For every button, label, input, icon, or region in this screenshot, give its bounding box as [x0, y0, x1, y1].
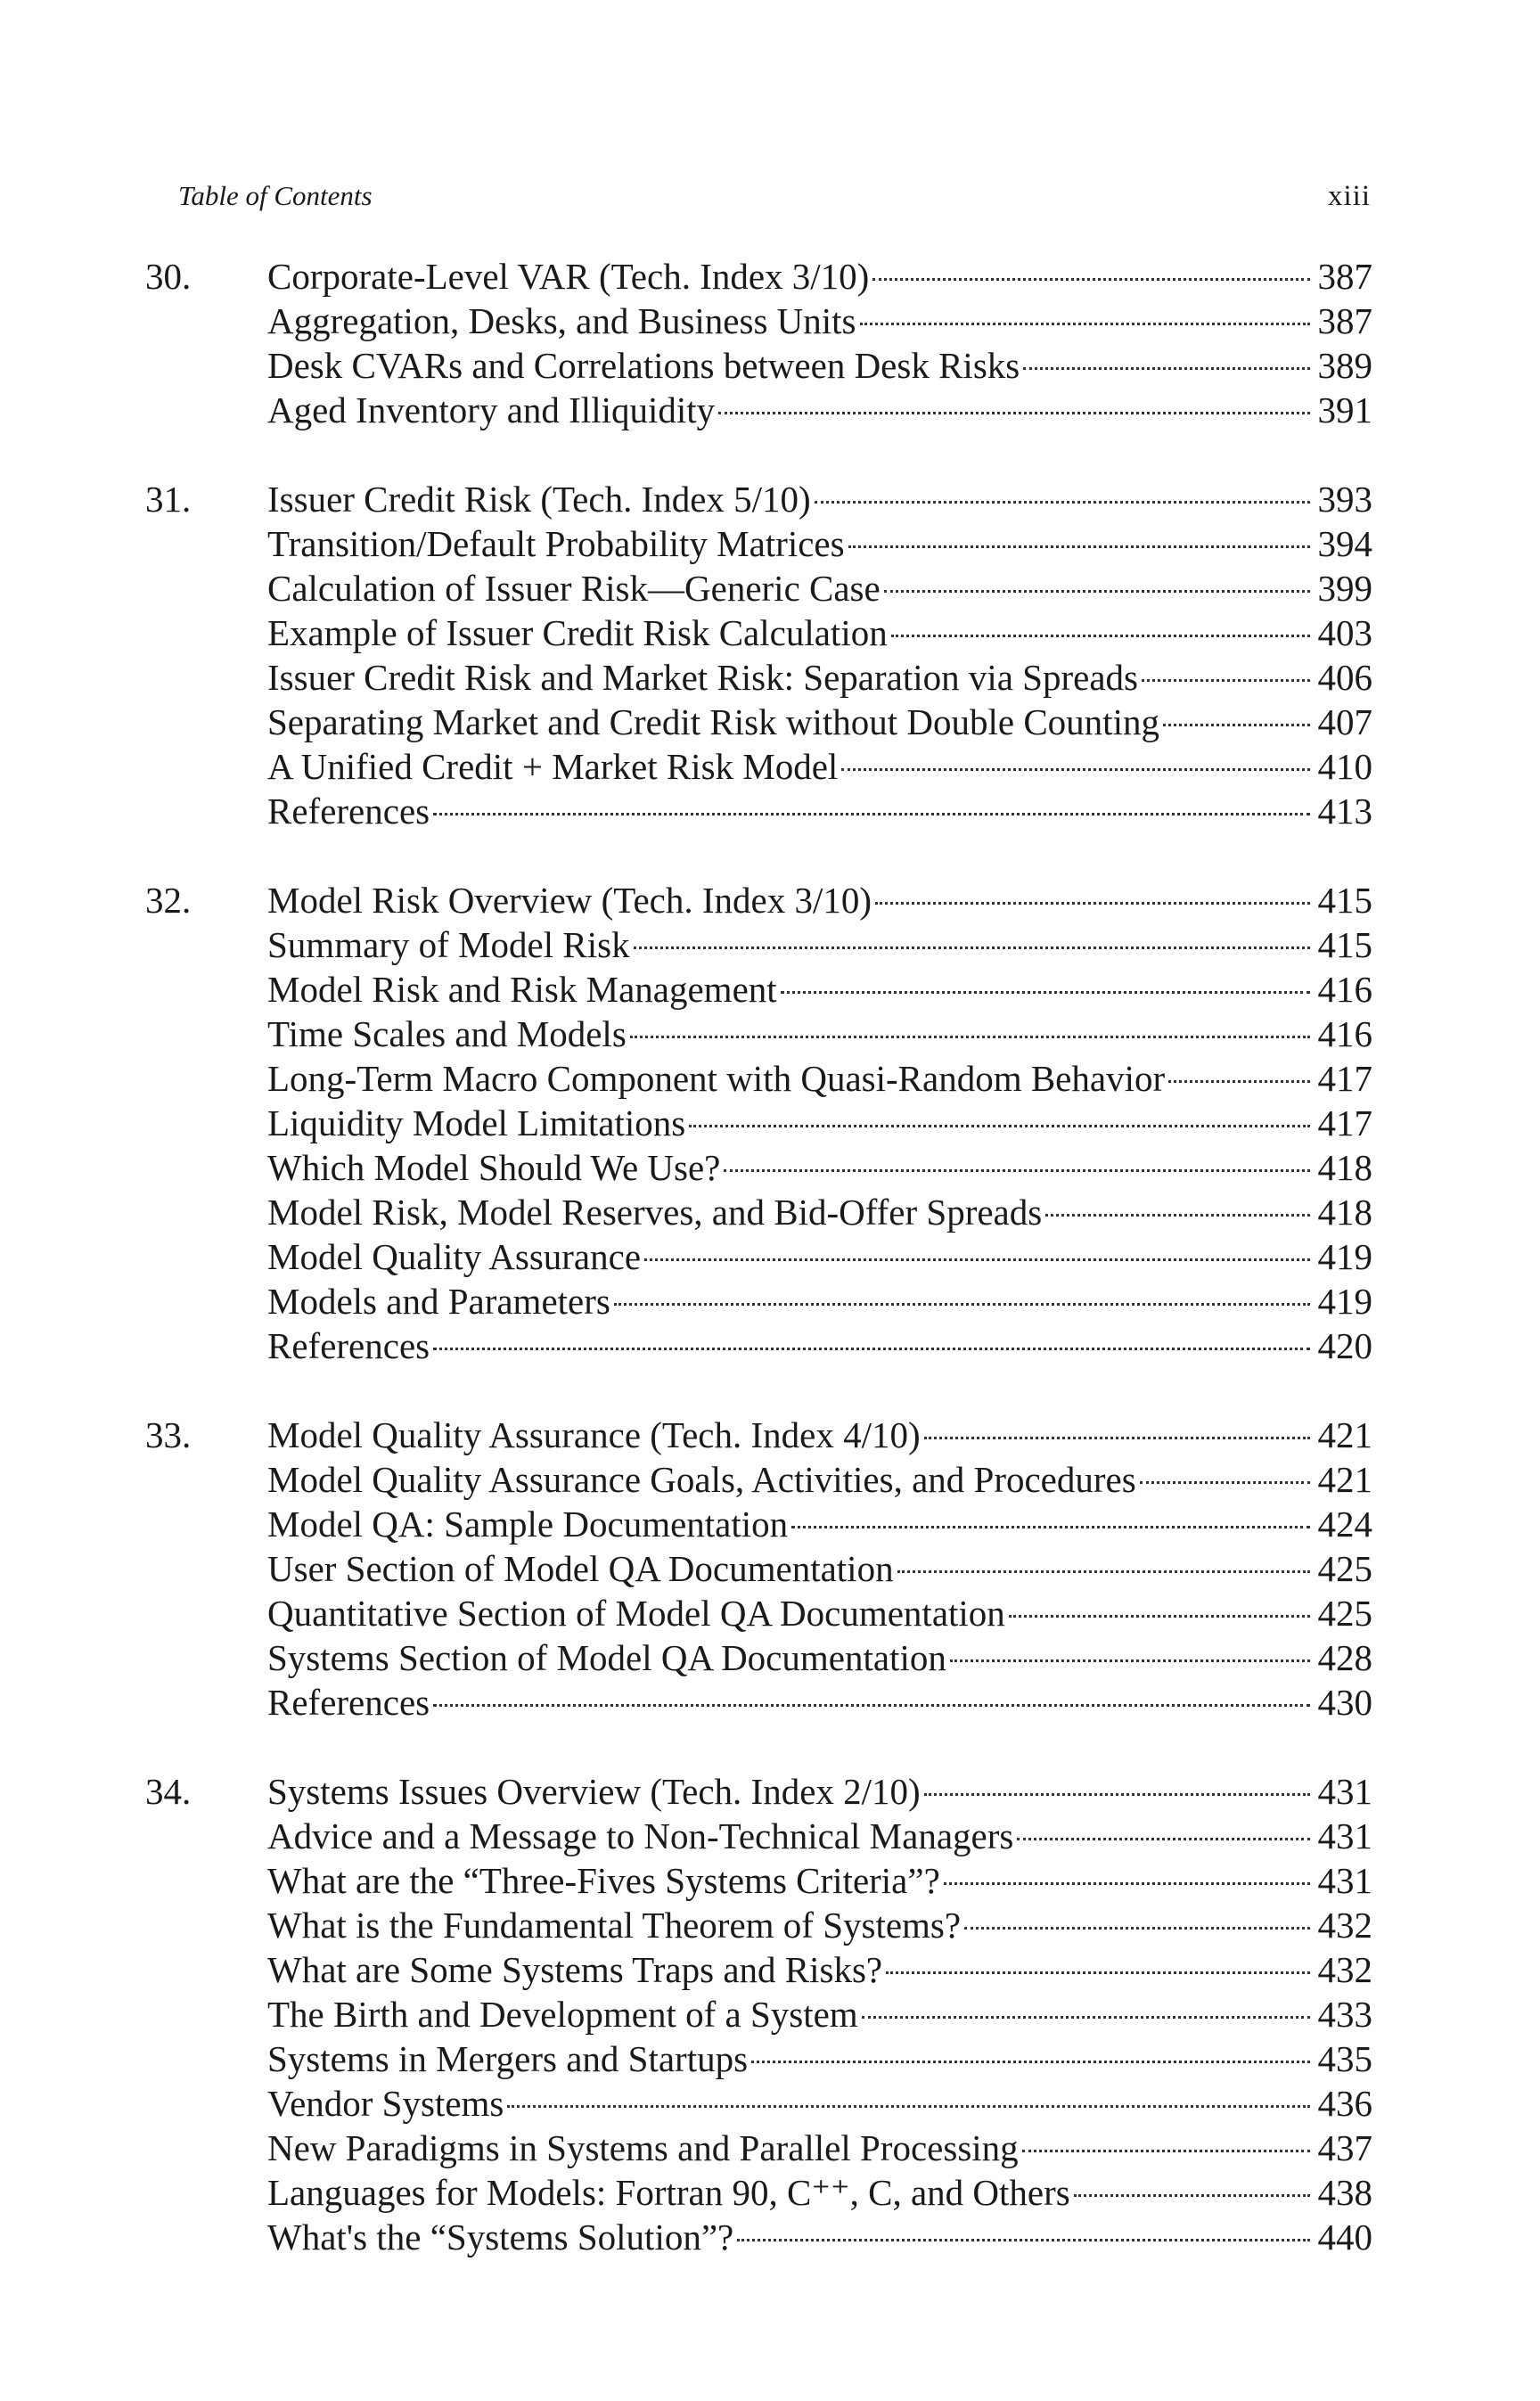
- entry-title: Systems Issues Overview (Tech. Index 2/10): [267, 1771, 921, 1812]
- chapter-number: 31.: [145, 479, 192, 520]
- dot-leader: [433, 1704, 1310, 1707]
- entry-page-number: 387: [1317, 256, 1372, 297]
- toc-entry[interactable]: [267, 1635, 1372, 1680]
- dot-leader: [964, 1927, 1310, 1930]
- entry-title: Advice and a Message to Non-Technical Managers: [267, 1815, 1014, 1856]
- toc-entry[interactable]: [267, 2215, 1372, 2259]
- entry-title: Example of Issuer Credit Risk Calculation: [267, 612, 888, 653]
- dot-leader: [862, 2016, 1310, 2019]
- chapter-title-entry[interactable]: [267, 477, 1372, 521]
- entry-title: Summary of Model Risk: [267, 924, 630, 965]
- toc-entry[interactable]: [267, 1992, 1372, 2036]
- entry-title: The Birth and Development of a System: [267, 1994, 858, 2035]
- dot-leader: [634, 946, 1310, 949]
- chapter-title-entry[interactable]: [267, 1413, 1372, 1457]
- entry-title: Separating Market and Credit Risk without Double Counting: [267, 701, 1159, 742]
- toc-entry[interactable]: [267, 744, 1372, 789]
- chapter-block: [145, 1413, 1372, 1725]
- dot-leader: [897, 1570, 1310, 1573]
- page-number: xiii: [1327, 180, 1371, 212]
- toc-entry[interactable]: [267, 1190, 1372, 1234]
- entry-page-number: 424: [1317, 1504, 1372, 1545]
- entry-title: What are the “Three-Fives Systems Criteria”?: [267, 1860, 940, 1901]
- dot-leader: [860, 323, 1310, 325]
- dot-leader: [614, 1303, 1310, 1306]
- entry-page-number: 440: [1317, 2217, 1372, 2258]
- entry-page-number: 437: [1317, 2127, 1372, 2168]
- entry-page-number: 431: [1317, 1860, 1372, 1901]
- dot-leader: [924, 1437, 1310, 1439]
- entry-page-number: 416: [1317, 969, 1372, 1010]
- entry-title: What is the Fundamental Theorem of Systems?: [267, 1905, 962, 1946]
- dot-leader: [1017, 1838, 1310, 1840]
- entry-title: Model Quality Assurance (Tech. Index 4/10): [267, 1414, 921, 1455]
- entry-title: Calculation of Issuer Risk—Generic Case: [267, 568, 881, 609]
- dot-leader: [924, 1793, 1310, 1796]
- entry-page-number: 436: [1317, 2083, 1372, 2124]
- entry-page-number: 416: [1317, 1013, 1372, 1054]
- toc-entry[interactable]: [267, 1101, 1372, 1145]
- entry-title: References: [267, 791, 430, 832]
- toc-entry[interactable]: [267, 388, 1372, 432]
- entry-title: Issuer Credit Risk and Market Risk: Separation via Spreads: [267, 657, 1138, 698]
- toc-entry[interactable]: [267, 1056, 1372, 1101]
- entry-title: Corporate-Level VAR (Tech. Index 3/10): [267, 256, 870, 297]
- entry-page-number: 393: [1317, 479, 1372, 520]
- entry-page-number: 415: [1317, 880, 1372, 921]
- entry-title: What's the “Systems Solution”?: [267, 2217, 734, 2258]
- toc-entry[interactable]: [267, 967, 1372, 1012]
- entry-title: Issuer Credit Risk (Tech. Index 5/10): [267, 479, 811, 520]
- entry-title: Long-Term Macro Component with Quasi-Random Behavior: [267, 1058, 1166, 1099]
- chapter-number: 34.: [145, 1771, 192, 1812]
- toc-entry[interactable]: [267, 1814, 1372, 1858]
- entry-page-number: 391: [1317, 389, 1372, 430]
- chapter-title-entry[interactable]: [267, 254, 1372, 299]
- dot-leader: [1009, 1615, 1310, 1618]
- dot-leader: [1045, 1214, 1310, 1217]
- toc-entry[interactable]: [267, 1903, 1372, 1947]
- entry-page-number: 406: [1317, 657, 1372, 698]
- toc-entry[interactable]: [267, 1145, 1372, 1190]
- dot-leader: [1163, 724, 1310, 726]
- entry-page-number: 419: [1317, 1236, 1372, 1277]
- dot-leader: [884, 590, 1310, 593]
- dot-leader: [718, 412, 1310, 414]
- dot-leader: [1142, 679, 1310, 682]
- toc-entry[interactable]: [267, 1323, 1372, 1368]
- dot-leader: [751, 2061, 1310, 2063]
- entry-title: Transition/Default Probability Matrices: [267, 523, 845, 564]
- entry-page-number: 407: [1317, 701, 1372, 742]
- table-of-contents: [145, 254, 1372, 2259]
- toc-entry[interactable]: [267, 2126, 1372, 2170]
- entry-page-number: 438: [1317, 2172, 1372, 2213]
- running-header-title: Table of Contents: [178, 180, 373, 211]
- entry-page-number: 415: [1317, 924, 1372, 965]
- entry-page-number: 431: [1317, 1771, 1372, 1812]
- dot-leader: [886, 1971, 1310, 1974]
- toc-entry[interactable]: [267, 1012, 1372, 1056]
- running-header: [178, 180, 1371, 225]
- dot-leader: [433, 1348, 1310, 1350]
- entry-page-number: 425: [1317, 1548, 1372, 1589]
- chapter-title-entry[interactable]: [267, 878, 1372, 922]
- dot-leader: [848, 545, 1310, 548]
- entry-title: Aged Inventory and Illiquidity: [267, 389, 716, 430]
- entry-title: Quantitative Section of Model QA Documentation: [267, 1593, 1005, 1634]
- entry-page-number: 394: [1317, 523, 1372, 564]
- entry-title: Model Quality Assurance Goals, Activities, and Procedures: [267, 1459, 1136, 1500]
- chapter-number: 30.: [145, 256, 192, 297]
- toc-entry[interactable]: [267, 922, 1372, 967]
- toc-entry[interactable]: [267, 1457, 1372, 1502]
- dot-leader: [891, 635, 1310, 637]
- dot-leader: [433, 813, 1310, 815]
- toc-entry[interactable]: [267, 299, 1372, 343]
- chapter-entries: [267, 477, 1372, 833]
- entry-title: Liquidity Model Limitations: [267, 1102, 686, 1143]
- entry-title: Model Risk Overview (Tech. Index 3/10): [267, 880, 872, 921]
- dot-leader: [737, 2239, 1310, 2241]
- toc-entry[interactable]: [267, 566, 1372, 610]
- toc-entry[interactable]: [267, 2081, 1372, 2126]
- entry-title: Desk CVARs and Correlations between Desk Risks: [267, 345, 1020, 386]
- dot-leader: [724, 1169, 1310, 1172]
- chapter-number: 32.: [145, 880, 192, 921]
- toc-entry[interactable]: [267, 1591, 1372, 1635]
- dot-leader: [644, 1258, 1310, 1261]
- dot-leader: [875, 902, 1310, 905]
- entry-page-number: 433: [1317, 1994, 1372, 2035]
- chapter-entries: [267, 254, 1372, 432]
- entry-page-number: 432: [1317, 1905, 1372, 1946]
- chapter-number: 33.: [145, 1414, 192, 1455]
- entry-title: References: [267, 1325, 430, 1366]
- toc-entry[interactable]: [267, 1546, 1372, 1591]
- chapter-entries: [267, 878, 1372, 1368]
- entry-page-number: 403: [1317, 612, 1372, 653]
- dot-leader: [1074, 2194, 1310, 2197]
- chapter-block: [145, 1769, 1372, 2259]
- entry-page-number: 399: [1317, 568, 1372, 609]
- dot-leader: [507, 2105, 1310, 2108]
- entry-title: New Paradigms in Systems and Parallel Processing: [267, 2127, 1019, 2168]
- entry-page-number: 431: [1317, 1815, 1372, 1856]
- entry-page-number: 418: [1317, 1147, 1372, 1188]
- dot-leader: [1022, 2150, 1310, 2152]
- entry-page-number: 418: [1317, 1192, 1372, 1233]
- entry-page-number: 432: [1317, 1949, 1372, 1990]
- chapter-block: [145, 477, 1372, 833]
- toc-entry[interactable]: [267, 1502, 1372, 1546]
- entry-page-number: 421: [1317, 1414, 1372, 1455]
- entry-page-number: 419: [1317, 1281, 1372, 1322]
- entry-title: Which Model Should We Use?: [267, 1147, 721, 1188]
- entry-page-number: 425: [1317, 1593, 1372, 1634]
- entry-page-number: 420: [1317, 1325, 1372, 1366]
- dot-leader: [1140, 1481, 1310, 1484]
- chapter-title-entry[interactable]: [267, 1769, 1372, 1814]
- entry-title: Model Risk, Model Reserves, and Bid-Offer Spreads: [267, 1192, 1043, 1233]
- toc-entry[interactable]: [267, 1947, 1372, 1992]
- toc-entry[interactable]: [267, 2036, 1372, 2081]
- entry-title: Vendor Systems: [267, 2083, 504, 2124]
- entry-title: Systems in Mergers and Startups: [267, 2038, 749, 2079]
- toc-entry[interactable]: [267, 1279, 1372, 1323]
- entry-title: Languages for Models: Fortran 90, C⁺⁺, C, and Others: [267, 2172, 1070, 2213]
- chapter-block: [145, 878, 1372, 1368]
- entry-title: Model Risk and Risk Management: [267, 969, 777, 1010]
- dot-leader: [781, 991, 1310, 994]
- entry-page-number: 413: [1317, 791, 1372, 832]
- entry-page-number: 410: [1317, 746, 1372, 787]
- entry-title: A Unified Credit + Market Risk Model: [267, 746, 839, 787]
- entry-page-number: 417: [1317, 1102, 1372, 1143]
- dot-leader: [815, 501, 1310, 504]
- chapter-entries: [267, 1413, 1372, 1725]
- toc-entry[interactable]: [267, 1680, 1372, 1725]
- entry-title: References: [267, 1682, 430, 1723]
- entry-title: Systems Section of Model QA Documentation: [267, 1637, 946, 1678]
- entry-page-number: 421: [1317, 1459, 1372, 1500]
- toc-entry[interactable]: [267, 655, 1372, 700]
- toc-entry[interactable]: [267, 2170, 1372, 2215]
- dot-leader: [689, 1125, 1310, 1127]
- toc-entry[interactable]: [267, 343, 1372, 388]
- entry-title: User Section of Model QA Documentation: [267, 1548, 894, 1589]
- toc-entry[interactable]: [267, 521, 1372, 566]
- dot-leader: [841, 768, 1310, 771]
- dot-leader: [1023, 367, 1310, 370]
- dot-leader: [872, 278, 1310, 281]
- toc-entry[interactable]: [267, 1234, 1372, 1279]
- dot-leader: [950, 1659, 1310, 1662]
- chapter-block: [145, 254, 1372, 432]
- toc-entry[interactable]: [267, 700, 1372, 744]
- entry-page-number: 430: [1317, 1682, 1372, 1723]
- entry-title: What are Some Systems Traps and Risks?: [267, 1949, 883, 1990]
- entry-title: Models and Parameters: [267, 1281, 610, 1322]
- entry-title: Time Scales and Models: [267, 1013, 627, 1054]
- dot-leader: [944, 1882, 1310, 1885]
- dot-leader: [791, 1526, 1310, 1528]
- entry-page-number: 435: [1317, 2038, 1372, 2079]
- entry-title: Model QA: Sample Documentation: [267, 1504, 789, 1545]
- entry-page-number: 428: [1317, 1637, 1372, 1678]
- toc-entry[interactable]: [267, 1858, 1372, 1903]
- entry-title: Aggregation, Desks, and Business Units: [267, 300, 856, 341]
- chapter-entries: [267, 1769, 1372, 2259]
- dot-leader: [1168, 1080, 1310, 1083]
- entry-page-number: 387: [1317, 300, 1372, 341]
- toc-entry[interactable]: [267, 610, 1372, 655]
- dot-leader: [630, 1036, 1310, 1038]
- entry-page-number: 417: [1317, 1058, 1372, 1099]
- entry-page-number: 389: [1317, 345, 1372, 386]
- toc-entry[interactable]: [267, 789, 1372, 833]
- entry-title: Model Quality Assurance: [267, 1236, 642, 1277]
